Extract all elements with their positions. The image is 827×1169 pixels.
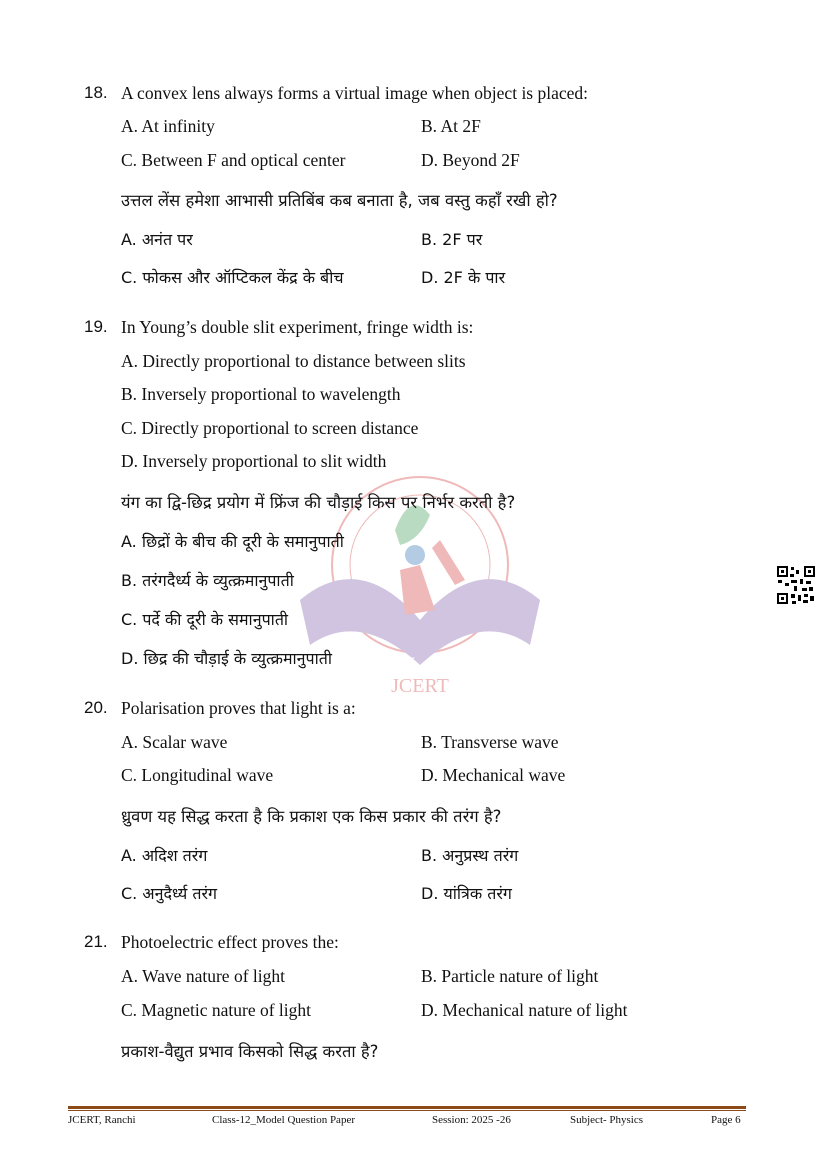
footer-org: JCERT, Ranchi xyxy=(68,1114,136,1126)
hindi-option-a: A. अदिश तरंग xyxy=(121,846,208,865)
footer-session: Session: 2025 -26 xyxy=(432,1114,511,1126)
hindi-question-text: उत्तल लेंस हमेशा आभासी प्रतिबिंब कब बनाता है, जब वस्तु कहाँ रखी हो? xyxy=(121,191,558,210)
question-number: 20. xyxy=(84,698,108,717)
option-row xyxy=(121,116,721,140)
hindi-option-b: B. तरंगदैर्ध्य के व्युत्क्रमानुपाती xyxy=(121,571,294,590)
hindi-option-d: D. यांत्रिक तरंग xyxy=(421,884,512,903)
hindi-option-d: D. छिद्र की चौड़ाई के व्युत्क्रमानुपाती xyxy=(121,649,333,668)
hindi-option-c: C. अनुदैर्ध्य तरंग xyxy=(121,884,217,903)
option-c: C. Between F and optical center xyxy=(121,150,346,170)
option-d: D. Beyond 2F xyxy=(421,150,520,170)
footer-page: Page 6 xyxy=(711,1114,741,1126)
hindi-option-row xyxy=(121,844,721,868)
question-text: Polarisation proves that light is a: xyxy=(121,698,356,718)
option-b: B. Transverse wave xyxy=(421,732,559,752)
qr-code-icon xyxy=(776,565,816,605)
hindi-option-row xyxy=(121,266,721,290)
hindi-option-row xyxy=(121,228,721,252)
option-a: A. Scalar wave xyxy=(121,732,228,752)
hindi-option-b: B. अनुप्रस्थ तरंग xyxy=(421,846,519,865)
option-row xyxy=(121,150,721,174)
question-text: Photoelectric effect proves the: xyxy=(121,932,339,952)
footer-subject: Subject- Physics xyxy=(570,1114,644,1126)
option-c: C. Magnetic nature of light xyxy=(121,1000,312,1020)
option-c: C. Directly proportional to screen distance xyxy=(121,418,419,438)
option-d: D. Mechanical wave xyxy=(421,765,566,785)
question-number: 18. xyxy=(84,83,108,102)
hindi-question-text: प्रकाश-वैद्युत प्रभाव किसको सिद्ध करता है? xyxy=(121,1042,379,1061)
question-text: A convex lens always forms a virtual image when object is placed: xyxy=(121,83,589,103)
option-a: A. At infinity xyxy=(121,116,215,136)
hindi-question-text: यंग का द्वि-छिद्र प्रयोग में फ्रिंज की चौड़ाई किस पर निर्भर करती है? xyxy=(121,493,516,512)
option-a: A. Wave nature of light xyxy=(121,966,285,986)
option-row xyxy=(121,765,721,789)
hindi-question-text: ध्रुवण यह सिद्ध करता है कि प्रकाश एक किस प्रकार की तरंग है? xyxy=(121,807,502,826)
footer-paper: Class-12_Model Question Paper xyxy=(212,1114,355,1126)
footer-rule xyxy=(68,1106,746,1109)
watermark-label: JCERT xyxy=(391,675,449,697)
question-text: In Young’s double slit experiment, fringe width is: xyxy=(121,317,474,337)
hindi-option-a: A. अनंत पर xyxy=(121,230,193,249)
option-a: A. Directly proportional to distance between slits xyxy=(121,351,466,371)
hindi-option-d: D. 2F के पार xyxy=(421,268,506,287)
option-row xyxy=(121,1000,721,1024)
watermark-right-word: नेतृत्व xyxy=(458,654,482,668)
option-d: D. Mechanical nature of light xyxy=(421,1000,628,1020)
option-c: C. Longitudinal wave xyxy=(121,765,274,785)
hindi-option-c: C. पर्दे की दूरी के समानुपाती xyxy=(121,610,289,629)
question-number: 21. xyxy=(84,932,108,951)
option-d: D. Inversely proportional to slit width xyxy=(121,451,387,471)
hindi-option-a: A. छिद्रों के बीच की दूरी के समानुपाती xyxy=(121,532,344,551)
option-row xyxy=(121,966,721,990)
hindi-option-b: B. 2F पर xyxy=(421,230,483,249)
question-number: 19. xyxy=(84,317,108,336)
option-b: B. At 2F xyxy=(421,116,481,136)
hindi-option-c: C. फोकस और ऑप्टिकल केंद्र के बीच xyxy=(121,268,344,287)
hindi-option-row xyxy=(121,882,721,906)
footer-rule-thin xyxy=(68,1110,746,1111)
option-b: B. Inversely proportional to wavelength xyxy=(121,384,401,404)
option-b: B. Particle nature of light xyxy=(421,966,599,986)
watermark-left-word: शोध xyxy=(395,654,415,668)
option-row xyxy=(121,732,721,756)
